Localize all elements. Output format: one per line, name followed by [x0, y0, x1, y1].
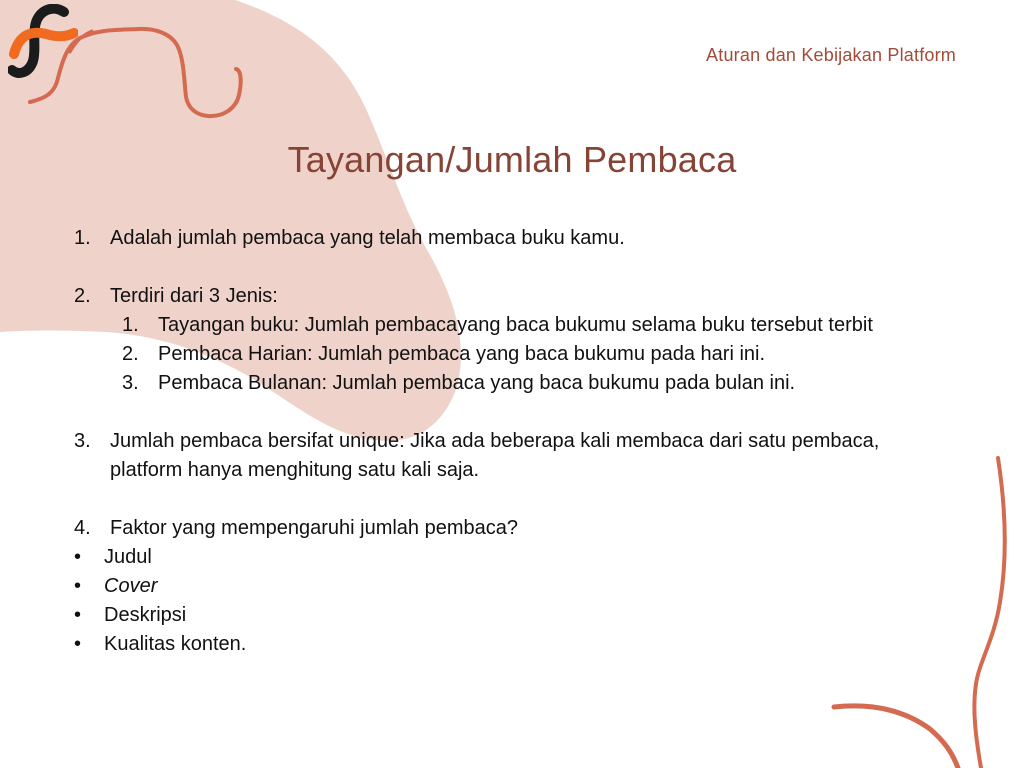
slide-title: Tayangan/Jumlah Pembaca — [287, 139, 737, 180]
bullet-item-cover — [72, 572, 962, 601]
sublist-number-3: 3. — [122, 372, 139, 394]
logo-orange-stroke — [14, 33, 74, 54]
sublist-number-2: 2. — [122, 343, 139, 365]
list-text-3-line-2: platform hanya menghitung satu kali saja. — [110, 459, 480, 481]
bullet-mark: • — [74, 575, 82, 597]
sublist-item-3 — [72, 369, 962, 398]
sublist-number-1: 1. — [122, 314, 139, 336]
header-title: Aturan dan Kebijakan Platform — [706, 45, 956, 65]
spacer — [72, 485, 962, 514]
list-number-2: 2. — [74, 285, 91, 307]
slide-content — [72, 224, 962, 659]
bullet-text-kualitas-konten: Kualitas konten. — [104, 633, 247, 655]
sublist-item-2 — [72, 340, 962, 369]
background-line-right — [974, 458, 1004, 768]
list-text-1: Adalah jumlah pembaca yang telah membaca buku kamu. — [110, 227, 625, 249]
list-text-3-line-1: Jumlah pembaca bersifat unique: Jika ada beberapa kali membaca dari satu pembaca, — [110, 430, 880, 452]
bullet-text-cover: Cover — [104, 575, 158, 597]
list-number-3: 3. — [74, 430, 91, 452]
list-text-2: Terdiri dari 3 Jenis: — [110, 285, 278, 307]
bullet-item-deskripsi — [72, 601, 962, 630]
bullet-item-kualitas-konten — [72, 630, 962, 659]
sublist-item-1 — [72, 311, 962, 340]
bullet-mark: • — [74, 546, 82, 568]
background-line-bottom-right — [834, 706, 958, 768]
sublist-text-1: Tayangan buku: Jumlah pembacayang baca bukumu selama buku tersebut terbit — [158, 314, 873, 336]
list-item-3 — [72, 427, 962, 485]
bullet-mark: • — [74, 604, 82, 626]
list-number-1: 1. — [74, 227, 91, 249]
bullet-text-deskripsi: Deskripsi — [104, 604, 187, 626]
spacer — [72, 253, 962, 282]
list-item-4 — [72, 514, 962, 543]
spacer — [72, 398, 962, 427]
app-logo-icon — [8, 4, 78, 80]
list-text-4: Faktor yang mempengaruhi jumlah pembaca? — [110, 517, 518, 539]
list-item-2 — [72, 282, 962, 311]
sublist-text-2: Pembaca Harian: Jumlah pembaca yang baca bukumu pada hari ini. — [158, 343, 766, 365]
bullet-mark: • — [74, 633, 82, 655]
sublist-text-3: Pembaca Bulanan: Jumlah pembaca yang baca bukumu pada bulan ini. — [158, 372, 796, 394]
bullet-text-judul: Judul — [104, 546, 152, 568]
list-item-1 — [72, 224, 962, 253]
bullet-item-judul — [72, 543, 962, 572]
list-number-4: 4. — [74, 517, 91, 539]
